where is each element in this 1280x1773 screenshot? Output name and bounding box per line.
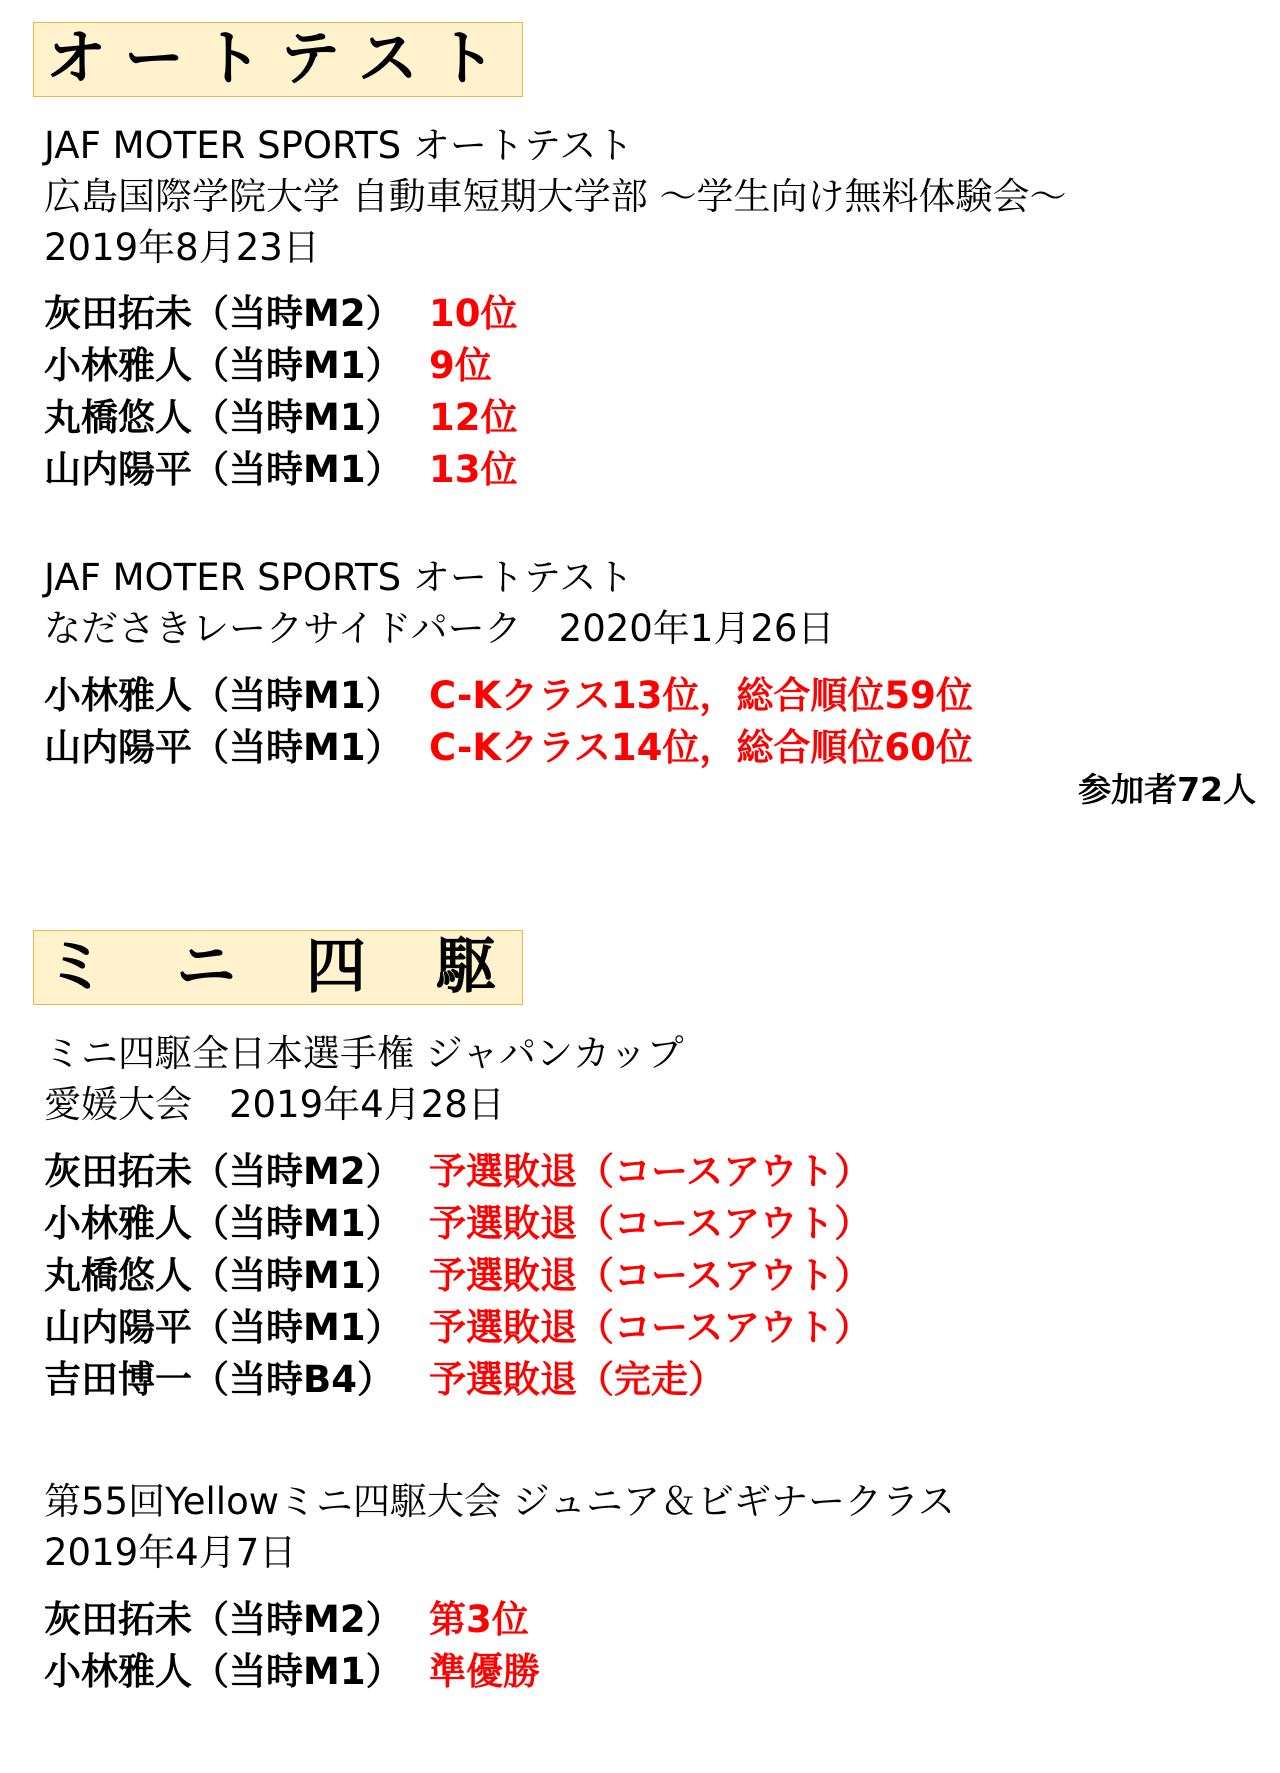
result-value: 準優勝: [429, 1650, 540, 1693]
participant-name: 丸橋悠人（当時M1）: [44, 396, 403, 439]
result-value: C-Kクラス14位，総合順位60位: [429, 726, 973, 769]
header-char: ニ: [176, 932, 236, 1002]
header-char: テ: [280, 24, 340, 94]
event-title-line: JAF MOTER SPORTS オートテスト: [44, 124, 634, 167]
result-row: [44, 726, 973, 848]
participant-name: 山内陽平（当時M1）: [44, 726, 403, 769]
header-char: オ: [46, 24, 106, 94]
section-header-mini4wd: [33, 930, 523, 1005]
participant-name: 小林雅人（当時M1）: [44, 1650, 403, 1693]
result-value: 9位: [429, 344, 492, 387]
section-header-autotest: [33, 22, 523, 97]
header-char: ミ: [46, 932, 106, 1002]
participant-name: 吉田博一（当時B4）: [44, 1358, 394, 1401]
result-row: [44, 1650, 540, 1772]
event-date: 2019年4月7日: [44, 1531, 297, 1574]
participant-name: 灰田拓未（当時M2）: [44, 292, 403, 335]
header-char: 駆: [436, 932, 496, 1002]
event-venue-date: 愛媛大会 2019年4月28日: [44, 1083, 505, 1126]
participant-name: 小林雅人（当時M1）: [44, 1202, 403, 1245]
event-title-line: ミニ四駆全日本選手権 ジャパンカップ: [44, 1032, 684, 1075]
result-value: 12位: [429, 396, 518, 439]
result-value: 予選敗退（コースアウト）: [429, 1306, 872, 1349]
header-char: ス: [358, 24, 418, 94]
participant-name: 小林雅人（当時M1）: [44, 344, 403, 387]
event-venue-date: なださきレークサイドパーク 2020年1月26日: [44, 607, 835, 650]
result-value: 予選敗退（コースアウト）: [429, 1150, 872, 1193]
header-char: 四: [306, 932, 366, 1002]
participant-name: 小林雅人（当時M1）: [44, 674, 403, 717]
result-value: 予選敗退（完走）: [429, 1358, 725, 1401]
result-value: 予選敗退（コースアウト）: [429, 1254, 872, 1297]
participant-count: 参加者72人: [1078, 770, 1256, 809]
result-row: [44, 1358, 725, 1480]
header-char: ト: [202, 24, 262, 94]
event-date: 2019年8月23日: [44, 226, 320, 269]
participant-name: 灰田拓未（当時M2）: [44, 1150, 403, 1193]
result-value: 10位: [429, 292, 518, 335]
result-value: 第3位: [429, 1598, 529, 1641]
result-value: C-Kクラス13位，総合順位59位: [429, 674, 973, 717]
event-title-line: 広島国際学院大学 自動車短期大学部 ～学生向け無料体験会～: [44, 175, 1067, 218]
participant-name: 丸橋悠人（当時M1）: [44, 1254, 403, 1297]
event-title-line: JAF MOTER SPORTS オートテスト: [44, 556, 634, 599]
event-title-line: 第55回Yellowミニ四駆大会 ジュニア＆ビギナークラス: [44, 1480, 955, 1523]
header-char: ー: [124, 24, 184, 94]
header-char: ト: [436, 24, 496, 94]
participant-name: 山内陽平（当時M1）: [44, 448, 403, 491]
participant-name: 灰田拓未（当時M2）: [44, 1598, 403, 1641]
result-value: 予選敗退（コースアウト）: [429, 1202, 872, 1245]
result-value: 13位: [429, 448, 518, 491]
participant-name: 山内陽平（当時M1）: [44, 1306, 403, 1349]
